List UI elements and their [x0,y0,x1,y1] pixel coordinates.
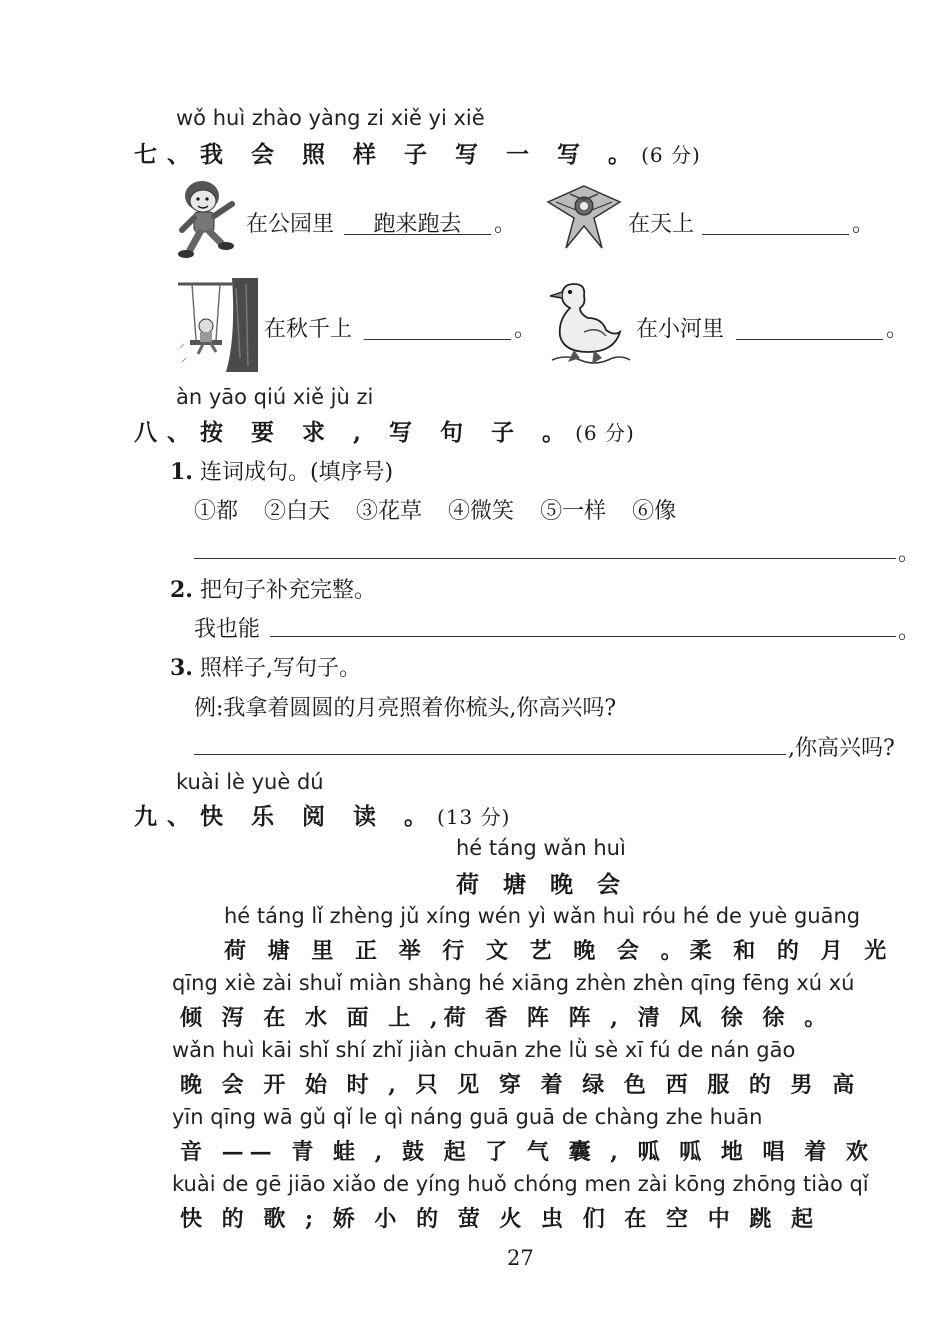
q1-options [194,494,676,525]
item1-prefix: 在公园里 [246,212,335,237]
swing-girl-icon [172,278,262,372]
section7-pinyin: wǒ huì zhào yàng zi xiě yi xiě [176,106,485,130]
story-line4-pinyin: yīn qīng wā gǔ qǐ le qì náng guā guā de chàng zhe huān [172,1105,763,1129]
section8-title [134,414,635,447]
item1-suffix: 。 [494,212,517,237]
story-title: 荷 塘 晚 会 [456,871,629,898]
q3-instruction: 照样子,写句子。 [199,656,361,681]
q2-lead: 我也能 [194,617,261,642]
q1-line [170,455,393,486]
q2-number: 2. [170,577,193,603]
q3-example: 例:我拿着圆圆的月亮照着你梳头,你高兴吗? [194,696,617,721]
q1-end: 。 [898,541,921,566]
kite-icon [542,180,626,252]
story-line5-text: 快 的 歌 ; 娇 小 的 萤 火 虫 们 在 空 中 跳 起 [180,1206,820,1232]
q3-line [170,651,361,682]
q1-instruction: 连词成句。(填序号) [199,460,394,485]
q1-number: 1. [170,459,193,485]
item2-suffix: 。 [852,212,875,237]
item4-suffix: 。 [886,317,909,342]
item1-answer: 跑来跑去 [373,212,462,237]
q2-end: 。 [898,619,921,644]
q2-answer-line[interactable] [270,616,896,637]
option-5: ⑤一样 [540,499,607,524]
story-line2-text: 倾 泻 在 水 面 上 ,荷 香 阵 阵 , 清 风 徐 徐 。 [180,1005,833,1031]
section8-title-text: 八、按 要 求 , 写 句 子 。 [134,419,576,446]
q3-answer-line[interactable] [194,734,786,755]
item3-suffix: 。 [514,317,537,342]
item3-answer-line[interactable] [364,315,511,340]
running-boy-icon [172,176,244,262]
story-title-pinyin: hé táng wǎn huì [456,836,626,860]
option-4: ④微笑 [448,499,515,524]
item2-answer-line[interactable] [702,210,849,235]
item2-prefix: 在天上 [628,212,695,237]
story-line4-text: 音 —— 青 蛙 , 鼓 起 了 气 囊 , 呱 呱 地 唱 着 欢 [180,1139,874,1165]
story-line1-pinyin: hé táng lǐ zhèng jǔ xíng wén yì wǎn huì róu hé de yuè guāng [224,904,861,928]
page-number: 27 [507,1246,534,1270]
section8-pinyin: àn yāo qiú xiě jù zi [176,385,374,409]
section9-title-text: 九、快 乐 阅 读 。 [134,803,438,830]
section7-title [134,136,701,169]
item4-answer-line[interactable] [736,315,883,340]
section9-title [134,798,510,831]
item3-prefix: 在秋千上 [264,317,353,342]
section9-score: (13 分) [437,805,511,829]
option-2: ②白天 [264,499,331,524]
story-line5-pinyin: kuài de gē jiāo xiǎo de yíng huǒ chóng men zài kōng zhōng tiào qǐ [172,1172,869,1196]
q2-instruction: 把句子补充完整。 [199,578,376,603]
section7-title-text: 七、我 会 照 样 子 写 一 写 。 [134,141,642,168]
option-3: ③花草 [356,499,423,524]
story-line3-pinyin: wǎn huì kāi shǐ shí zhǐ jiàn chuān zhe lǜ sè xī fú de nán gāo [172,1038,796,1062]
section9-pinyin: kuài lè yuè dú [176,770,324,794]
story-line1-text: 荷 塘 里 正 举 行 文 艺 晚 会 。柔 和 的 月 光 [224,938,894,964]
q3-tail: ,你高兴吗? [788,736,895,761]
section7-score: (6 分) [641,143,701,167]
q1-answer-line[interactable] [194,538,896,559]
story-line2-pinyin: qīng xiè zài shuǐ miàn shàng hé xiāng zhèn zhèn qīng fēng xú xú [172,971,855,995]
q2-line [170,573,376,604]
option-6: ⑥像 [632,499,677,524]
section8-score: (6 分) [575,421,635,445]
story-line3-text: 晚 会 开 始 时 , 只 见 穿 着 绿 色 西 服 的 男 高 [180,1072,861,1098]
item4-prefix: 在小河里 [636,317,725,342]
q3-number: 3. [170,655,193,681]
duck-icon [544,280,634,370]
option-1: ①都 [194,499,239,524]
